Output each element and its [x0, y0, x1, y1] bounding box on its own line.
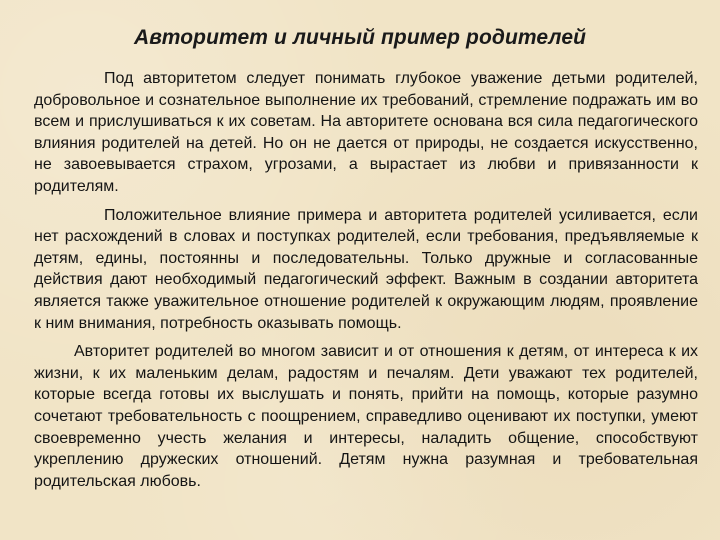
slide-body: [34, 68, 698, 499]
paragraph-2: Положительное влияние примера и авторитета родителей усиливается, если нет расхождений в словах и поступках родителей, если требования, предъявляемые к детям, едины, постоянны и последовательны. Только дружные и согласованные действия дают необходимый педагогический эффект. Важным в создании авторитета является также уважительное отношение родителей к окружающим людям, проявление к ним внимания, потребность оказывать помощь.: [34, 206, 698, 332]
paragraph-1: Под авторитетом следует понимать глубокое уважение детьми родителей, добровольное и сознательное выполнение их требований, стремление подражать им во всем и прислушиваться к их советам. На авторитете основана вся сила педагогического влияния родителей на детей. Но он не дается от природы, не создается искусственно, не завоевывается страхом, угрозами, а вырастает из любви и привязанности к родителям.: [34, 70, 698, 195]
paragraph-3: Авторитет родителей во многом зависит и от отношения к детям, от интереса к их жизни, к их маленьким делам, радостям и печалям. Дети уважают тех родителей, которые всегда готовы их выслушать и понять, прийти на помощь, которые разумно сочетают требовательность с поощрением, справедливо оценивают их поступки, умеют своевременно учесть желания и интересы, наладить общение, способствуют укреплению дружеских отношений. Детям нужна разумная и требовательная родительская любовь.: [34, 343, 698, 490]
slide-title: Авторитет и личный пример родителей: [133, 26, 587, 49]
